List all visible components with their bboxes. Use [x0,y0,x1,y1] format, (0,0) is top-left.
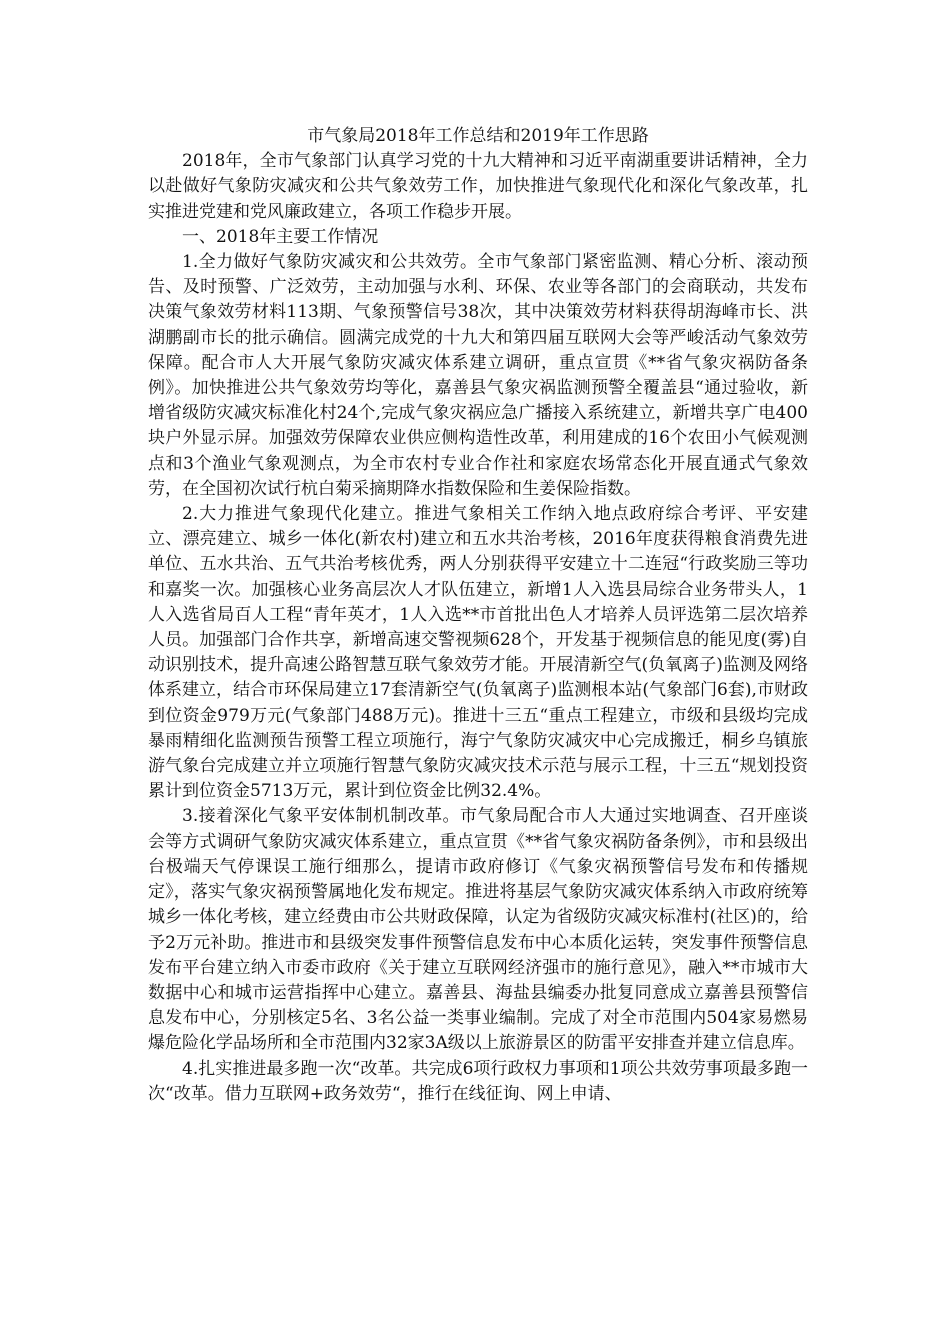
paragraph-reform: 3.接着深化气象平安体制机制改革。市气象局配合市人大通过实地调查、召开座谈会等方式调研气象防灾减灾体系建立，重点宣贯《**省气象灾祸防备条例》，市和县级出台极端天气停课误工施行细那么，提请市政府修订《气象灾祸预警信号发布和传播规定》，落实气象灾祸预警属地化发布规定。推进将基层气象防灾减灾体系纳入市政府统筹城乡一体化考核，建立经费由市公共财政保障，认定为省级防灾减灾标准村(社区)的，给予2万元补助。推进市和县级突发事件预警信息发布中心本质化运转，突发事件预警信息发布平台建立纳入市委市政府《关于建立互联网经济强市的施行意见》，融入**市城市大数据中心和城市运营指挥中心建立。嘉善县、海盐县编委办批复同意成立嘉善县预警信息发布中心，分别核定5名、3名公益一类事业编制。完成了对全市范围内504家易燃易爆危险化学品场所和全市范围内32家3A级以上旅游景区的防雷平安排查并建立信息库。 [148,806,808,1054]
document-title: 市气象局2018年工作总结和2019年工作思路 [307,126,649,146]
document-page [148,124,808,1107]
paragraph-disaster-prevention: 1.全力做好气象防灾减灾和公共效劳。全市气象部门紧密监测、精心分析、滚动预告、及时预警、广泛效劳，主动加强与水利、环保、农业等各部门的会商联动，共发布决策气象效劳材料113期、气象预警信号38次，其中决策效劳材料获得胡海峰市长、洪湖鹏副市长的批示确信。圆满完成党的十九大和第四届互联网大会等严峻活动气象效劳保障。配合市人大开展气象防灾减灾体系建立调研，重点宣贯《**省气象灾祸防备条例》。加快推进公共气象效劳均等化，嘉善县气象灾祸监测预警全覆盖县“通过验收，新增省级防灾减灾标准化村24个,完成气象灾祸应急广播接入系统建立，新增共享广电400块户外显示屏。加强效劳保障农业供应侧构造性改革，利用建成的16个农田小气候观测点和3个渔业气象观测点，为全市农村专业合作社和家庭农场常态化开展直通式气象效劳，在全国初次试行杭白菊采摘期降水指数保险和生姜保险指数。 [148,252,808,499]
section-heading: 一、2018年主要工作情况 [182,226,379,247]
intro-paragraph: 2018年，全市气象部门认真学习党的十九大精神和习近平南湖重要讲话精神，全力以赴做好气象防灾减灾和公共气象效劳工作，加快推进气象现代化和深化气象改革，扎实推进党建和党风廉政建立，各项工作稳步开展。 [148,151,808,222]
paragraph-modernization: 2.大力推进气象现代化建立。推进气象相关工作纳入地点政府综合考评、平安建立、漂亮建立、城乡一体化(新农村)建立和五水共治考核，2016年度获得粮食消费先进单位、五水共治、五气共治考核优秀，两人分别获得平安建立十二连冠“行政奖励三等功和嘉奖一次。加强核心业务高层次人才队伍建立，新增1人入选县局综合业务带头人，1人入选省局百人工程“青年英才，1人入选**市首批出色人才培养人员评选第二层次培养人员。加强部门合作共享，新增高速交警视频628个，开发基于视频信息的能见度(雾)自动识别技术，提升高速公路智慧互联气象效劳才能。开展清新空气(负氧离子)监测及网络体系建立，结合市环保局建立17套清新空气(负氧离子)监测根本站(气象部门6套),市财政到位资金979万元(气象部门488万元)。推进十三五“重点工程建立，市级和县级均完成暴雨精细化监测预告预警工程立项施行，海宁气象防灾减灾中心完成搬迁，桐乡乌镇旅游气象台完成建立并立项施行智慧气象防灾减灾技术示范与展示工程，十三五“规划投资累计到位资金5713万元，累计到位资金比例32.4%。 [148,504,808,802]
paragraph-run-once-reform: 4.扎实推进最多跑一次“改革。共完成6项行政权力事项和1项公共效劳事项最多跑一次“改革。借力互联网+政务效劳“，推行在线征询、网上申请、 [148,1058,808,1104]
